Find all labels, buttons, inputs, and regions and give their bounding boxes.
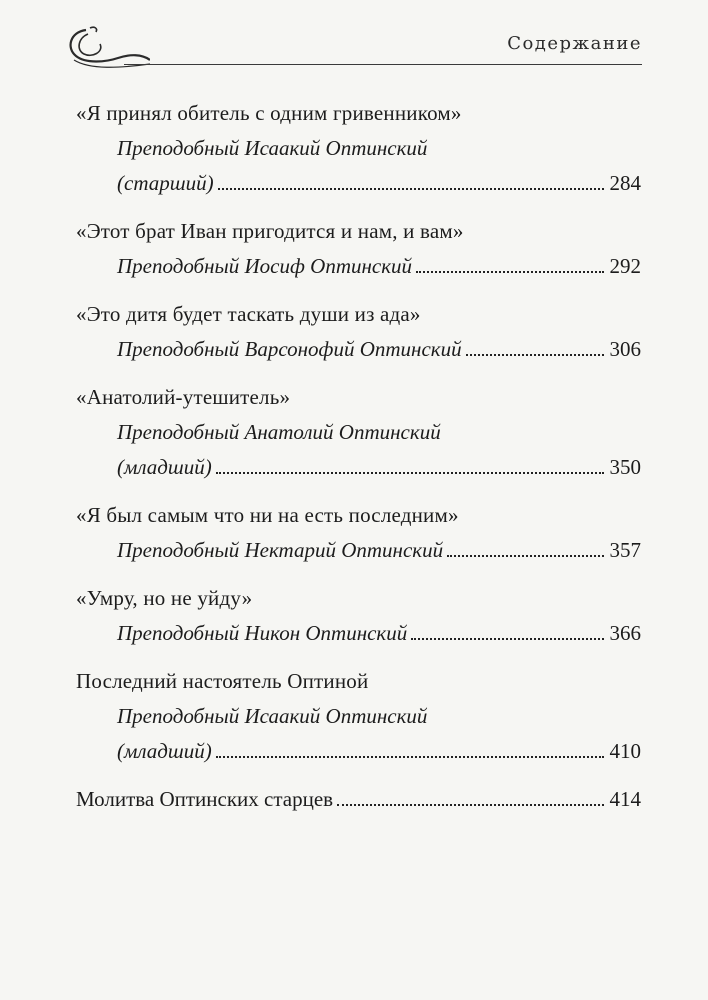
page-number: 357 xyxy=(609,538,641,562)
dot-leader xyxy=(218,188,604,190)
entry-author: Преподобный Анатолий Оптинский xyxy=(117,420,441,444)
page-number: 414 xyxy=(609,787,641,811)
entry-leader-line xyxy=(76,734,641,769)
entry-author: Преподобный Исаакий Оптинский xyxy=(117,704,428,728)
entry-author: Преподобный Варсонофий Оптинский xyxy=(117,337,462,361)
entry-title: «Я принял обитель с одним гривенником» xyxy=(76,101,462,125)
entry-author-cont: (старший) xyxy=(117,171,214,195)
entry-author: Преподобный Никон Оптинский xyxy=(117,621,408,645)
entry-title: «Анатолий-утешитель» xyxy=(76,385,291,409)
toc-entry[interactable] xyxy=(76,782,641,817)
entry-leader-line xyxy=(76,533,641,568)
toc-entry[interactable] xyxy=(76,297,641,367)
toc-entry[interactable] xyxy=(76,498,641,568)
entry-title: «Умру, но не уйду» xyxy=(76,586,253,610)
entry-title: «Этот брат Иван пригодится и нам, и вам» xyxy=(76,219,464,243)
dot-leader xyxy=(216,472,604,474)
entry-author: Преподобный Исаакий Оптинский xyxy=(117,136,428,160)
toc-entry[interactable] xyxy=(76,214,641,284)
entry-author-cont: (младший) xyxy=(117,455,212,479)
entry-leader-line xyxy=(76,332,641,367)
page-number: 366 xyxy=(609,621,641,645)
entry-leader-line xyxy=(76,782,641,817)
dot-leader xyxy=(337,804,603,806)
entry-title: «Это дитя будет таскать души из ада» xyxy=(76,302,421,326)
dot-leader xyxy=(466,354,604,356)
dot-leader xyxy=(447,555,603,557)
dot-leader xyxy=(416,271,603,273)
dot-leader xyxy=(216,756,604,758)
entry-title: Последний настоятель Оптиной xyxy=(76,669,369,693)
page-header xyxy=(60,24,642,72)
page-number: 306 xyxy=(609,337,641,361)
entry-leader-line xyxy=(76,616,641,651)
entry-leader-line xyxy=(76,166,641,201)
running-head: Содержание xyxy=(507,33,642,54)
toc-entry[interactable] xyxy=(76,581,641,651)
table-of-contents xyxy=(76,96,641,830)
entry-author-cont: (младший) xyxy=(117,739,212,763)
entry-leader-line xyxy=(76,450,641,485)
page-number: 284 xyxy=(609,171,641,195)
toc-entry[interactable] xyxy=(76,380,641,485)
header-rule xyxy=(124,64,642,65)
page-number: 292 xyxy=(609,254,641,278)
entry-author: Преподобный Иосиф Оптинский xyxy=(117,254,413,278)
page-number: 350 xyxy=(609,455,641,479)
entry-title: «Я был самым что ни на есть последним» xyxy=(76,503,459,527)
dot-leader xyxy=(411,638,603,640)
toc-entry[interactable] xyxy=(76,664,641,769)
toc-entry[interactable] xyxy=(76,96,641,201)
entry-leader-line xyxy=(76,249,641,284)
entry-title: Молитва Оптинских старцев xyxy=(76,787,334,811)
entry-author: Преподобный Нектарий Оптинский xyxy=(117,538,444,562)
page-number: 410 xyxy=(609,739,641,763)
